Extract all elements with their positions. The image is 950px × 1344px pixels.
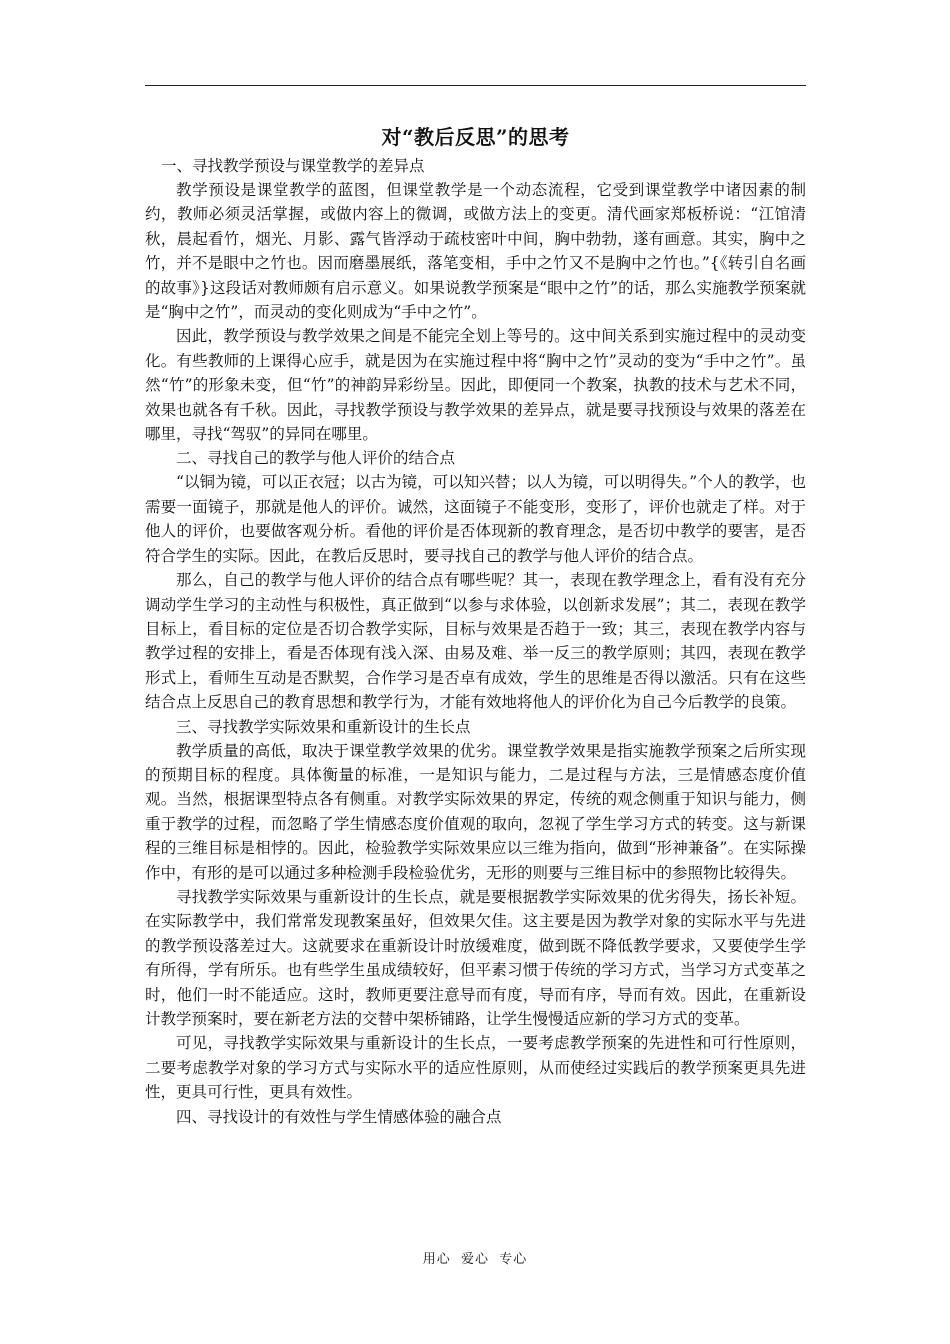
paragraph: 可见，寻找教学实际效果与重新设计的生长点，一要考虑教学预案的先进性和可行性原则，二要考虑教学对象的学习方式与实际水平的适应性原则，从而使经过实践后的教学预案更具先进性，更具可行性，更具有效性。 [145,1034,806,1102]
document-title: 对“教后反思”的思考 [381,125,570,149]
paragraph: 教学预设是课堂教学的蓝图，但课堂教学是一个动态流程，它受到课堂教学中诸因素的制约，教师必须灵活掌握，或做内容上的微调，或做方法上的变更。清代画家郑板桥说：“江馆清秋，晨起看竹，烟光、月影、露气皆浮动于疏枝密叶中间，胸中勃勃，遂有画意。其实，胸中之竹，并不是眼中之竹也。因而磨墨展纸，落笔变相，手中之竹又不是胸中之竹也。”{《转引自名画的故事》}这段话对教师颇有启示意义。如果说教学预案是“眼中之竹”的话，那么实施教学预案就是“胸中之竹”，而灵动的变化则成为“手中之竹”。 [145,181,806,322]
document-body [145,120,806,1129]
header-rule [145,85,806,86]
paragraph: 因此，教学预设与教学效果之间是不能完全划上等号的。这中间关系到实施过程中的灵动变化。有些教师的上课得心应手，就是因为在实施过程中将“胸中之竹”灵动的变为“手中之竹”。虽然“竹”的形象未变，但“竹”的神韵异彩纷呈。因此，即便同一个教案，执教的技术与艺术不同，效果也就各有千秋。因此，寻找教学预设与教学效果的差异点，就是要寻找预设与效果的落差在哪里，寻找“驾驭”的异同在哪里。 [145,327,806,444]
paragraph: 寻找教学实际效果与重新设计的生长点，就是要根据教学实际效果的优劣得失，扬长补短。在实际教学中，我们常常发现教案虽好，但效果欠佳。这主要是因为教学对象的实际水平与先进的教学预设落差过大。这就要求在重新设计时放缓难度，做到既不降低教学要求，又要使学生学有所得，学有所乐。也有些学生虽成绩较好，但平素习惯于传统的学习方式，当学习方式变革之时，他们一时不能适应。这时，教师更要注意导而有度，导而有序，导而有效。因此，在重新设计教学预案时，要在新老方法的交替中架桥铺路，让学生慢慢适应新的学习方式的变革。 [145,887,806,1028]
section-heading-1: 一、寻找教学预设与课堂教学的差异点 [161,157,425,175]
paragraph: 那么，自己的教学与他人评价的结合点有哪些呢？其一，表现在教学理念上，看有没有充分调动学生学习的主动性与积极性，真正做到“以参与求体验，以创新求发展”；其二，表现在教学目标上，看目标的定位是否切合教学实际，目标与效果是否趋于一致；其三，表现在教学内容与教学过程的安排上，看是否体现有浅入深、由易及难、举一反三的教学原则；其四，表现在教学形式上，看师生互动是否默契，合作学习是否卓有成效，学生的思维是否得以激活。只有在这些结合点上反思自己的教育思想和教学行为，才能有效地将他人的评价化为自己今后教学的良策。 [145,571,806,712]
section-heading-3: 三、寻找教学实际效果和重新设计的生长点 [176,717,471,736]
paragraph: “以铜为镜，可以正衣冠；以古为镜，可以知兴替；以人为镜，可以明得失。”个人的教学，也需要一面镜子，那就是他人的评价。诚然，这面镜子不能变形，变形了，评价也就走了样。对于他人的评价，也要做客观分析。看他的评价是否体现新的教育理念，是否切中教学的要害，是否符合学生的实际。因此，在教后反思时，要寻找自己的教学与他人评价的结合点。 [145,473,806,565]
paragraph: 教学质量的高低，取决于课堂教学效果的优劣。课堂教学效果是指实施教学预案之后所实现的预期目标的程度。具体衡量的标准，一是知识与能力，二是过程与方法，三是情感态度价值观。当然，根据课型特点各有侧重。对教学实际效果的界定，传统的观念侧重于知识与能力，侧重于教学的过程，而忽略了学生情感态度价值观的取向，忽视了学生学习方式的转变。这与新课程的三维目标是相悖的。因此，检验教学实际效果应以三维为指向，做到“形神兼备”。在实际操作中，有形的是可以通过多种检测手段检验优劣，无形的则要与三维目标中的参照物比较得失。 [145,741,806,882]
section-heading-2: 二、寻找自己的教学与他人评价的结合点 [176,449,456,468]
page-footer: 用心 爱心 专心 [422,1252,528,1267]
section-heading-4: 四、寻找设计的有效性与学生情感体验的融合点 [176,1107,502,1126]
